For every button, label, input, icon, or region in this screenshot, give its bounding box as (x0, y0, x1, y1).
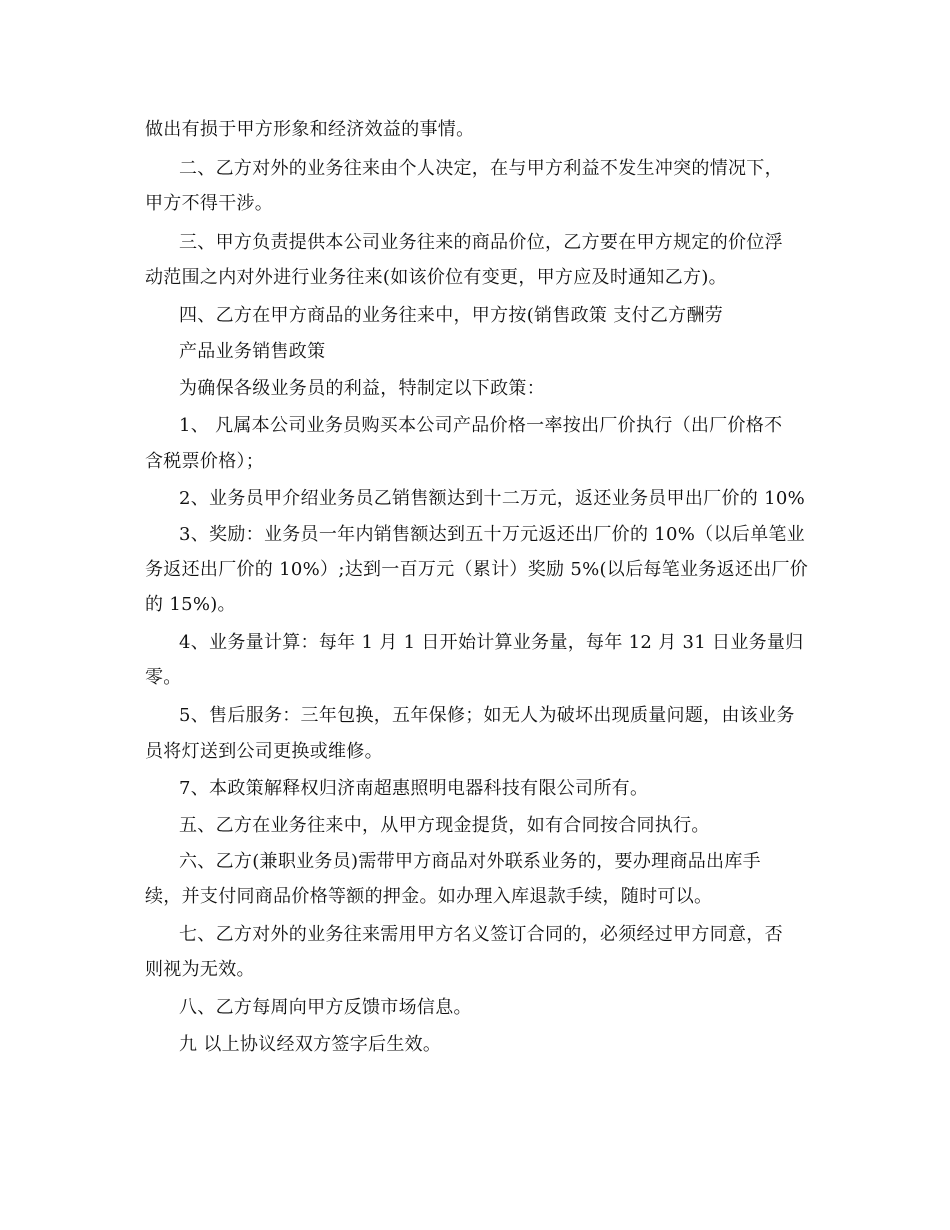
text-line: 续，并支付同商品价格等额的押金。如办理入库退款手续，随时可以。 (145, 886, 713, 907)
text-line: 含税票价格）； (145, 451, 265, 472)
text-line: 甲方不得干涉。 (145, 193, 274, 214)
text-line: 7、本政策解释权归济南超惠照明电器科技有限公司所有。 (179, 778, 649, 799)
text-line: 零。 (145, 667, 182, 688)
text-line: 3、奖励：业务员一年内销售额达到五十万元返还出厂价的 10%（以后单笔业 (179, 524, 805, 545)
text-line: 七、乙方对外的业务往来需用甲方名义签订合同的，必须经过甲方同意，否 (179, 924, 783, 945)
text-line: 产品业务销售政策 (179, 341, 326, 362)
text-line: 员将灯送到公司更换或维修。 (145, 741, 383, 762)
text-line: 九 以上协议经双方签字后生效。 (179, 1034, 442, 1055)
text-line: 八、乙方每周向甲方反馈市场信息。 (179, 997, 472, 1018)
text-line: 4、业务量计算：每年 1 月 1 日开始计算业务量，每年 12 月 31 日业务量归 (179, 632, 804, 653)
text-line: 的 15%)。 (145, 594, 236, 615)
text-line: 动范围之内对外进行业务往来(如该价位有变更，甲方应及时通知乙方)。 (145, 267, 727, 288)
text-line: 做出有损于甲方形象和经济效益的事情。 (145, 119, 475, 140)
text-line: 1、 凡属本公司业务员购买本公司产品价格一率按出厂价执行（出厂价格不 (179, 415, 783, 436)
text-line: 六、乙方(兼职业务员)需带甲方商品对外联系业务的，要办理商品出库手 (179, 851, 761, 872)
text-line: 三、甲方负责提供本公司业务往来的商品价位，乙方要在甲方规定的价位浮 (179, 232, 783, 253)
text-line: 五、乙方在业务往来中，从甲方现金提货，如有合同按合同执行。 (179, 815, 710, 836)
text-line: 二、乙方对外的业务往来由个人决定，在与甲方利益不发生冲突的情况下， (179, 158, 783, 179)
text-line: 为确保各级业务员的利益，特制定以下政策： (179, 378, 545, 399)
text-line: 四、乙方在甲方商品的业务往来中，甲方按(销售政策 支付乙方酬劳 (179, 305, 724, 326)
text-line: 则视为无效。 (145, 959, 255, 980)
text-line: 务返还出厂价的 10%）;达到一百万元（累计）奖励 5%(以后每笔业务返还出厂价 (145, 559, 809, 580)
text-line: 2、业务员甲介绍业务员乙销售额达到十二万元，返还业务员甲出厂价的 10% (179, 488, 805, 509)
text-line: 5、售后服务：三年包换，五年保修；如无人为破坏出现质量问题，由该业务 (179, 705, 795, 726)
